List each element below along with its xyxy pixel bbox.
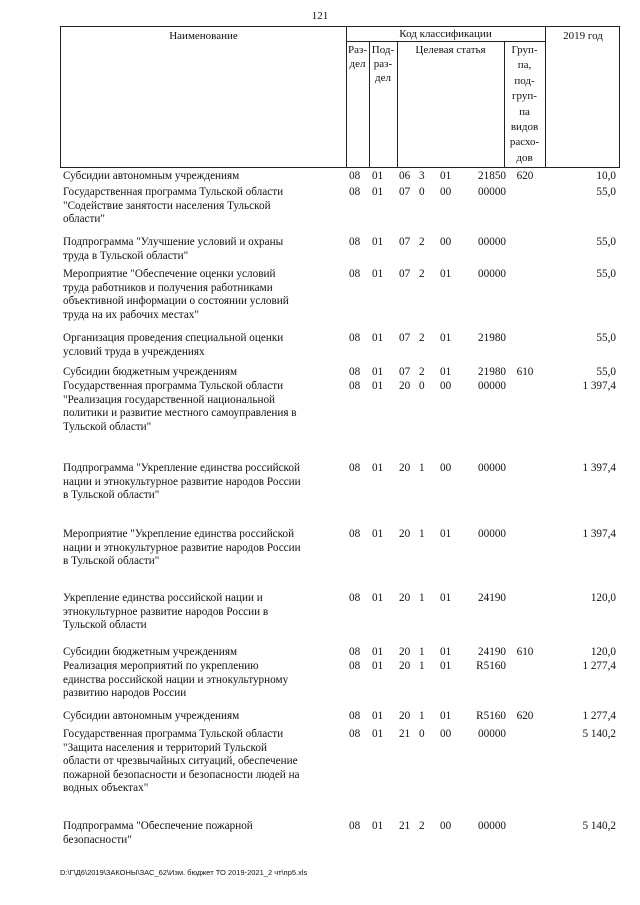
- cell-pr: 01: [372, 660, 384, 672]
- row-name: [63, 462, 341, 503]
- cell-p1: 20: [399, 660, 411, 672]
- row-name-line: условий труда в учреждениях: [63, 345, 205, 358]
- cell-p2: 1: [419, 528, 425, 540]
- cell-amount: 5 140,2: [582, 820, 616, 832]
- cell-rz: 08: [349, 186, 361, 198]
- cell-p4: 00000: [478, 186, 506, 198]
- header-razdel-line: Раз-: [347, 44, 367, 56]
- row-name-line: нации и этнокультурное развитие народов России: [63, 475, 301, 488]
- cell-p2: 2: [419, 366, 425, 378]
- cell-p2: 0: [419, 380, 425, 392]
- cell-p3: 00: [440, 462, 452, 474]
- header-year: 2019 год: [563, 30, 603, 42]
- cell-p1: 07: [399, 236, 411, 248]
- cell-p3: 01: [440, 710, 452, 722]
- cell-p3: 01: [440, 660, 452, 672]
- row-name-line: безопасности": [63, 833, 132, 846]
- row-name-line: объективной информации о состоянии условий: [63, 295, 289, 308]
- cell-p4: 00000: [478, 236, 506, 248]
- cell-rz: 08: [349, 366, 361, 378]
- cell-p4: 24190: [478, 646, 506, 658]
- row-name-line: труда в Тульской области": [63, 249, 189, 262]
- cell-rz: 08: [349, 332, 361, 344]
- row-name: [63, 186, 341, 227]
- cell-p1: 07: [399, 186, 411, 198]
- header-divider: [397, 41, 398, 167]
- row-name: [63, 528, 341, 569]
- header-group: [504, 43, 545, 166]
- row-name-line: водных объектах": [63, 782, 149, 795]
- cell-rz: 08: [349, 646, 361, 658]
- header-divider: [346, 41, 545, 42]
- row-name-line: Подпрограмма "Обеспечение пожарной: [63, 820, 253, 832]
- cell-p2: 2: [419, 268, 425, 280]
- cell-p2: 1: [419, 710, 425, 722]
- row-name: [63, 380, 341, 434]
- row-name-line: политики и развитие местного самоуправления в: [63, 407, 297, 420]
- header-podrazdel-line: раз-: [373, 58, 393, 70]
- cell-p4: 00000: [478, 728, 506, 740]
- cell-rz: 08: [349, 462, 361, 474]
- cell-p1: 06: [399, 170, 411, 182]
- cell-rz: 08: [349, 728, 361, 740]
- cell-amount: 55,0: [596, 186, 616, 198]
- row-name-line: Тульской области: [63, 619, 147, 632]
- cell-p3: 01: [440, 170, 452, 182]
- row-name-line: развитию народов России: [63, 687, 187, 700]
- cell-pr: 01: [372, 710, 384, 722]
- cell-p3: 00: [440, 728, 452, 740]
- row-name-line: пожарной безопасности и безопасности людей на: [63, 768, 300, 781]
- cell-amount: 120,0: [590, 646, 616, 658]
- cell-p1: 07: [399, 332, 411, 344]
- header-podrazdel: [369, 43, 397, 85]
- row-name-line: Субсидии автономным учреждениям: [63, 170, 240, 182]
- cell-amount: 55,0: [596, 236, 616, 248]
- cell-p2: 1: [419, 592, 425, 604]
- header-group-line: видов: [510, 121, 539, 134]
- header-podrazdel-line: Под-: [371, 44, 395, 56]
- row-name-line: Субсидии бюджетным учреждениям: [63, 646, 238, 658]
- cell-p4: 21980: [478, 366, 506, 378]
- cell-p1: 21: [399, 820, 411, 832]
- row-name-line: Государственная программа Тульской области: [63, 186, 284, 198]
- cell-vr: 620: [516, 170, 534, 182]
- cell-rz: 08: [349, 528, 361, 540]
- cell-p3: 01: [440, 528, 452, 540]
- cell-p2: 2: [419, 236, 425, 248]
- cell-p3: 01: [440, 592, 452, 604]
- cell-amount: 1 397,4: [582, 528, 616, 540]
- row-name-line: "Защита населения и территорий Тульской: [63, 741, 268, 754]
- cell-pr: 01: [372, 462, 384, 474]
- file-path-footer: D:\Г\Д6\2019\ЗАКОНЫ\ЗАС_62\Изм. бюджет ТО 2019-2021_2 чт\пр5.xls: [60, 868, 308, 877]
- cell-pr: 01: [372, 646, 384, 658]
- cell-p3: 01: [440, 646, 452, 658]
- row-name-line: Мероприятие "Укрепление единства российской: [63, 528, 295, 540]
- cell-p2: 1: [419, 660, 425, 672]
- cell-rz: 08: [349, 236, 361, 248]
- row-name: [63, 236, 341, 263]
- row-name-line: области": [63, 213, 105, 226]
- cell-rz: 08: [349, 660, 361, 672]
- cell-p4: 00000: [478, 462, 506, 474]
- header-group-line: груп-: [512, 90, 537, 103]
- cell-rz: 08: [349, 380, 361, 392]
- row-name: [63, 170, 341, 184]
- cell-amount: 10,0: [596, 170, 616, 182]
- cell-p3: 00: [440, 236, 452, 248]
- header-name: Наименование: [169, 30, 238, 42]
- cell-p1: 20: [399, 462, 411, 474]
- cell-amount: 55,0: [596, 268, 616, 280]
- cell-vr: 610: [516, 646, 534, 658]
- cell-pr: 01: [372, 366, 384, 378]
- cell-p2: 1: [419, 646, 425, 658]
- cell-p2: 0: [419, 186, 425, 198]
- cell-amount: 1 397,4: [582, 462, 616, 474]
- cell-pr: 01: [372, 170, 384, 182]
- cell-p4: 21980: [478, 332, 506, 344]
- cell-p3: 00: [440, 380, 452, 392]
- row-name-line: в Тульской области": [63, 489, 160, 502]
- row-name-line: труда работников и получения работниками: [63, 281, 273, 294]
- cell-rz: 08: [349, 170, 361, 182]
- header-target: Целевая статья: [415, 44, 486, 56]
- row-name: [63, 710, 341, 724]
- cell-p4: 00000: [478, 820, 506, 832]
- cell-pr: 01: [372, 268, 384, 280]
- row-name-line: Субсидии автономным учреждениям: [63, 710, 240, 722]
- header-divider: [545, 27, 546, 167]
- cell-p1: 20: [399, 646, 411, 658]
- cell-rz: 08: [349, 710, 361, 722]
- row-name: [63, 660, 341, 701]
- cell-p1: 20: [399, 380, 411, 392]
- row-name-line: "Содействие занятости населения Тульской: [63, 199, 271, 212]
- cell-amount: 5 140,2: [582, 728, 616, 740]
- row-name-line: Субсидии бюджетным учреждениям: [63, 366, 238, 378]
- header-group-line: дов: [516, 151, 533, 164]
- cell-p4: 00000: [478, 528, 506, 540]
- cell-vr: 610: [516, 366, 534, 378]
- cell-p3: 01: [440, 366, 452, 378]
- cell-p3: 00: [440, 820, 452, 832]
- row-name: [63, 646, 341, 660]
- cell-pr: 01: [372, 820, 384, 832]
- row-name: [63, 592, 341, 633]
- cell-pr: 01: [372, 728, 384, 740]
- cell-p1: 20: [399, 710, 411, 722]
- row-name: [63, 332, 341, 359]
- row-name-line: Тульской области": [63, 420, 152, 433]
- row-name-line: Государственная программа Тульской области: [63, 380, 284, 392]
- header-code: Код классификации: [399, 28, 492, 40]
- cell-p4: 00000: [478, 268, 506, 280]
- cell-p1: 07: [399, 366, 411, 378]
- cell-p1: 20: [399, 528, 411, 540]
- row-name-line: Подпрограмма "Улучшение условий и охраны: [63, 236, 284, 248]
- header-group-line: Груп-: [511, 44, 538, 56]
- cell-p4: 24190: [478, 592, 506, 604]
- cell-rz: 08: [349, 820, 361, 832]
- cell-p4: 21850: [478, 170, 506, 182]
- cell-p1: 21: [399, 728, 411, 740]
- row-name-line: Подпрограмма "Укрепление единства российской: [63, 462, 301, 474]
- row-name-line: единства российской нации и этнокультурному: [63, 673, 289, 686]
- cell-vr: 620: [516, 710, 534, 722]
- cell-amount: 1 277,4: [582, 660, 616, 672]
- cell-rz: 08: [349, 592, 361, 604]
- header-group-line: па,: [517, 59, 532, 72]
- row-name-line: Укрепление единства российской нации и: [63, 592, 263, 604]
- cell-p3: 00: [440, 186, 452, 198]
- cell-p2: 2: [419, 332, 425, 344]
- header-razdel: [346, 43, 369, 71]
- cell-pr: 01: [372, 186, 384, 198]
- cell-p1: 20: [399, 592, 411, 604]
- row-name: [63, 366, 341, 380]
- cell-p4: R5160: [476, 660, 506, 672]
- row-name: [63, 268, 341, 322]
- header-group-line: расхо-: [509, 136, 540, 149]
- cell-p2: 0: [419, 728, 425, 740]
- header-group-line: па: [519, 105, 530, 118]
- cell-pr: 01: [372, 592, 384, 604]
- row-name: [63, 728, 341, 796]
- table-header: [60, 26, 620, 168]
- cell-amount: 1 397,4: [582, 380, 616, 392]
- row-name-line: области от чрезвычайных ситуаций, обеспечение: [63, 755, 298, 768]
- cell-p4: 00000: [478, 380, 506, 392]
- page-number: 121: [311, 10, 329, 22]
- cell-amount: 55,0: [596, 332, 616, 344]
- header-group-line: под-: [514, 74, 535, 87]
- cell-amount: 1 277,4: [582, 710, 616, 722]
- cell-amount: 55,0: [596, 366, 616, 378]
- cell-p4: R5160: [476, 710, 506, 722]
- row-name-line: "Реализация государственной национальной: [63, 393, 276, 406]
- row-name-line: нации и этнокультурное развитие народов России: [63, 541, 301, 554]
- cell-p1: 07: [399, 268, 411, 280]
- cell-pr: 01: [372, 528, 384, 540]
- cell-rz: 08: [349, 268, 361, 280]
- cell-p2: 2: [419, 820, 425, 832]
- cell-pr: 01: [372, 236, 384, 248]
- row-name-line: этнокультурное развитие народов России в: [63, 605, 269, 618]
- cell-p2: 1: [419, 462, 425, 474]
- row-name: [63, 820, 341, 847]
- cell-p3: 01: [440, 332, 452, 344]
- header-razdel-line: дел: [349, 58, 366, 70]
- row-name-line: Государственная программа Тульской области: [63, 728, 284, 740]
- cell-pr: 01: [372, 380, 384, 392]
- header-podrazdel-line: дел: [375, 72, 391, 84]
- cell-pr: 01: [372, 332, 384, 344]
- cell-p2: 3: [419, 170, 425, 182]
- row-name-line: в Тульской области": [63, 555, 160, 568]
- row-name-line: Организация проведения специальной оценки: [63, 332, 284, 344]
- row-name-line: труда на их рабочих местах": [63, 308, 199, 321]
- cell-p3: 01: [440, 268, 452, 280]
- row-name-line: Мероприятие "Обеспечение оценки условий: [63, 268, 276, 280]
- row-name-line: Реализация мероприятий по укреплению: [63, 660, 259, 672]
- cell-amount: 120,0: [590, 592, 616, 604]
